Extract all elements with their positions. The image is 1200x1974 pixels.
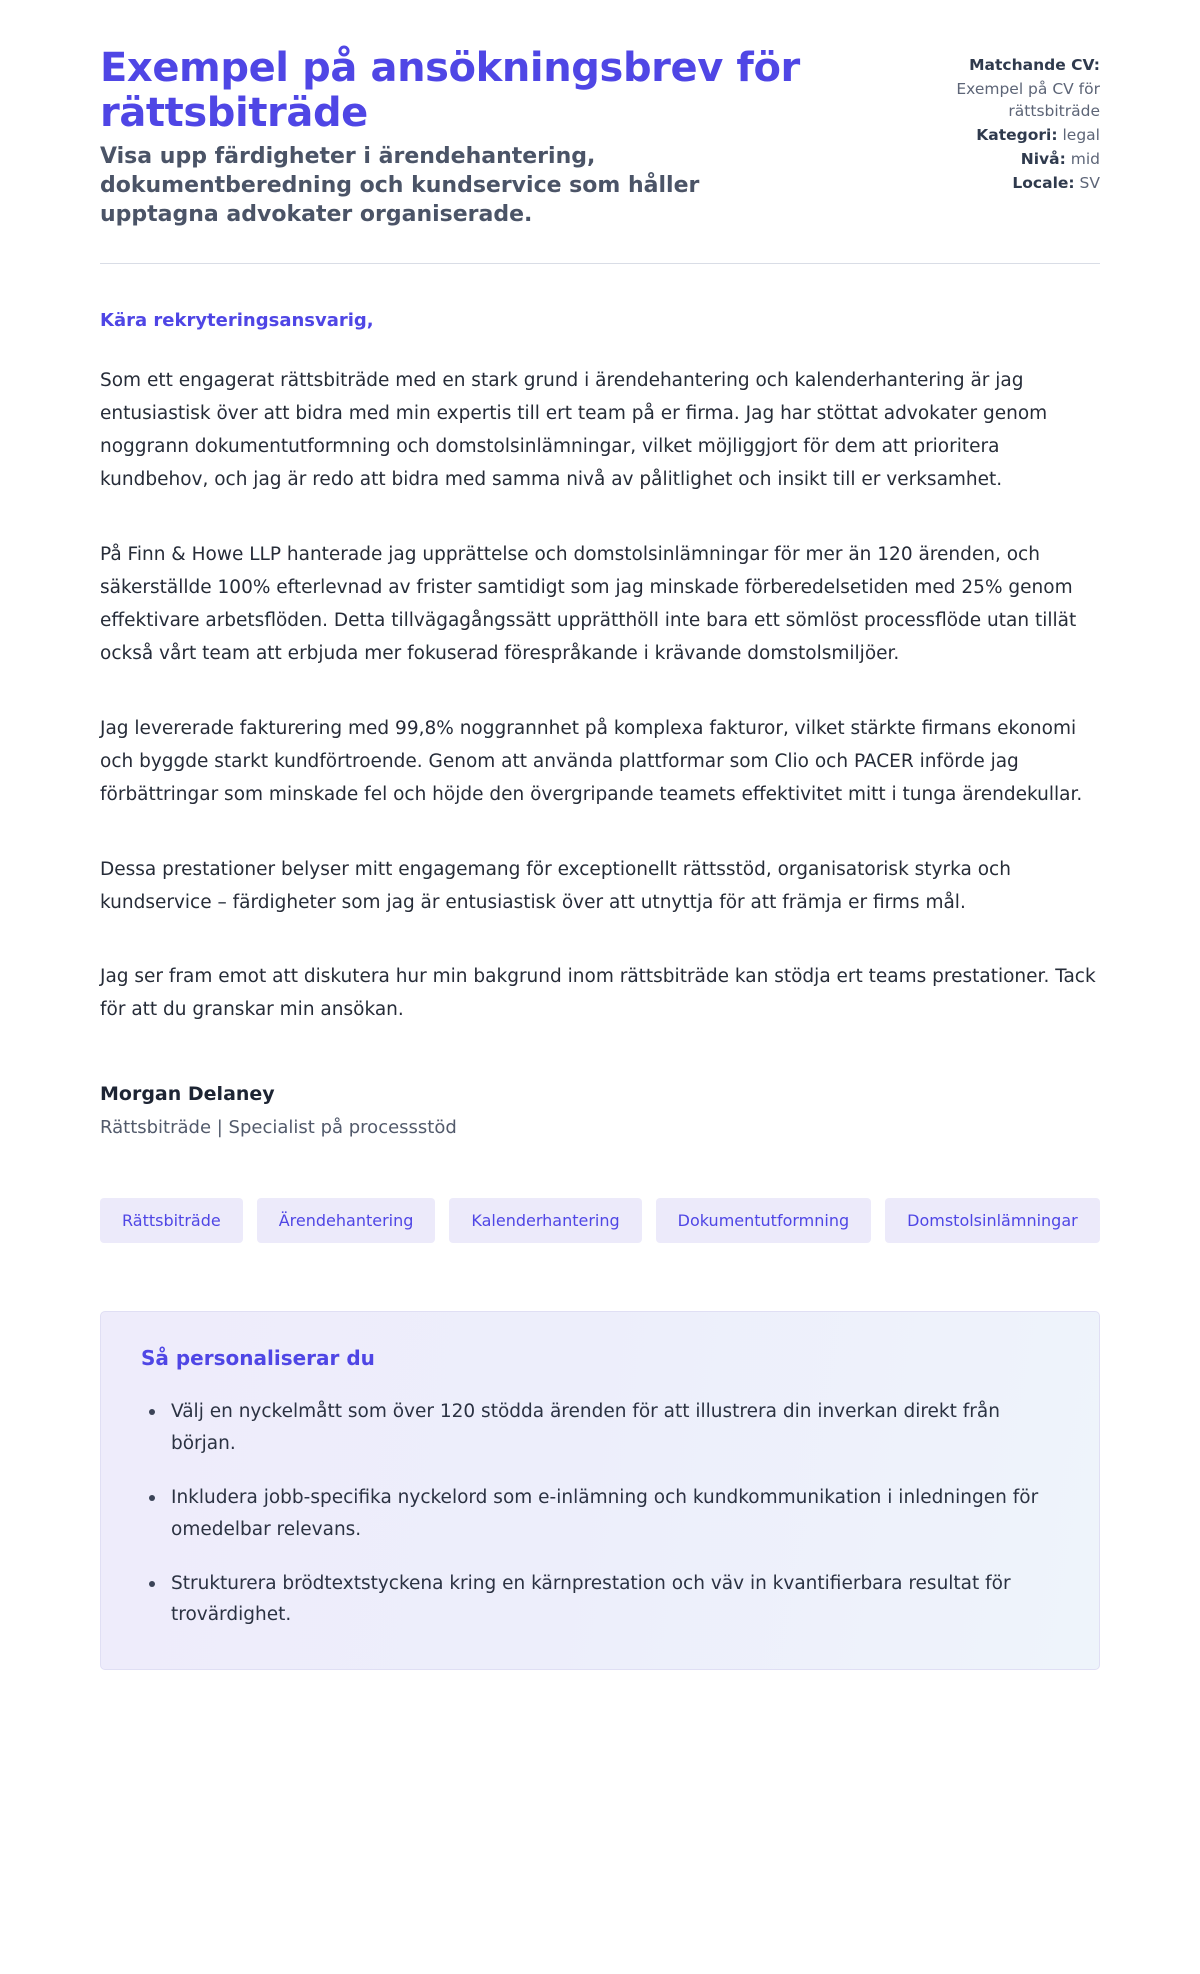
meta-category-value: legal xyxy=(1062,126,1100,144)
meta-level-label: Nivå: xyxy=(1020,150,1066,168)
header-text-block xyxy=(100,46,820,229)
tag-chip[interactable]: Dokumentutformning xyxy=(656,1198,871,1243)
meta-matching-cv xyxy=(890,54,1100,76)
meta-category xyxy=(890,124,1100,146)
tag-chip[interactable]: Kalenderhantering xyxy=(449,1198,641,1243)
letter-paragraph: På Finn & Howe LLP hanterade jag upprättelse och domstolsinlämningar för mer än 120 ärenden, och säkerställde 100% efterlevnad av frister samtidigt som jag minskade förberedelsetiden med 25% genom effektivare arbetsflöden. Detta tillvägagångssätt upprätthöll inte bara ett sömlöst processflöde utan tillät också vårt team att erbjuda mer fokuserad förespråkande i krävande domstolsmiljöer. xyxy=(100,544,1077,664)
letter-paragraph: Dessa prestationer belyser mitt engagemang för exceptionellt rättsstöd, organisatorisk styrka och kundservice – färdigheter som jag är entusiastisk över att utnyttja för att främja er firms mål. xyxy=(100,858,1011,913)
meta-level xyxy=(890,148,1100,170)
letter-paragraph: Jag levererade fakturering med 99,8% noggrannhet på komplexa fakturor, vilket stärkte firmans ekonomi och byggde starkt kundförtroende. Genom att använda plattformar som Clio och PACER införde jag förbättringar som minskade fel och höjde den övergripande teamets effektivitet mitt i tunga ärendekullar. xyxy=(100,717,1083,805)
page-header xyxy=(100,46,1100,263)
letter-greeting: Kära rekryteringsansvarig, xyxy=(100,310,374,332)
tag-chip[interactable]: Ärendehantering xyxy=(257,1198,436,1243)
page-title: Exempel på ansökningsbrev för rättsbiträde xyxy=(100,45,800,137)
letter-paragraph: Jag ser fram emot att diskutera hur min bakgrund inom rättsbiträde kan stödja ert teams prestationer. Tack för att du granskar min ansökan. xyxy=(100,966,1096,1021)
cover-letter-body xyxy=(100,310,1100,1138)
meta-matching-cv-value: Exempel på CV för rättsbiträde xyxy=(956,80,1100,120)
meta-locale-label: Locale: xyxy=(1012,174,1075,192)
tips-list-item: Strukturera brödtextstyckena kring en kärnprestation och väv in kvantifierbara resultat för trovärdighet. xyxy=(167,1568,1059,1632)
signature-block xyxy=(100,1083,1100,1138)
page-subtitle: Visa upp färdigheter i ärendehantering, dokumentberedning och kundservice som håller upptagna advokater organiserade. xyxy=(100,144,700,228)
tag-chip[interactable]: Domstolsinlämningar xyxy=(885,1198,1100,1243)
meta-matching-cv-label: Matchande CV: xyxy=(969,56,1100,74)
tips-list-item: Välj en nyckelmått som över 120 stödda ärenden för att illustrera din inverkan direkt från början. xyxy=(167,1396,1059,1460)
meta-category-label: Kategori: xyxy=(976,126,1058,144)
tips-list xyxy=(141,1396,1059,1631)
meta-locale-value: SV xyxy=(1079,174,1100,192)
signature-name: Morgan Delaney xyxy=(100,1083,275,1106)
header-divider xyxy=(100,263,1100,264)
signature-role: Rättsbiträde | Specialist på processstöd xyxy=(100,1117,457,1139)
tips-title: Så personaliserar du xyxy=(141,1346,375,1371)
letter-paragraph: Som ett engagerat rättsbiträde med en stark grund i ärendehantering och kalenderhantering är jag entusiastisk över att bidra med min expertis till ert team på er firma. Jag har stöttat advokater genom noggrann dokumentutformning och domstolsinlämningar, vilket möjliggjort för dem att prioritera kundbehov, och jag är redo att bidra med samma nivå av pålitlighet och insikt till er verksamhet. xyxy=(100,370,1048,491)
meta-level-value: mid xyxy=(1070,150,1100,168)
tips-list-item: Inkludera jobb-specifika nyckelord som e-inlämning och kundkommunikation i inledningen för omedelbar relevans. xyxy=(167,1482,1059,1546)
meta-locale xyxy=(890,172,1100,194)
meta-matching-cv-value-row xyxy=(890,78,1100,122)
tag-list xyxy=(100,1198,1100,1243)
tag-chip[interactable]: Rättsbiträde xyxy=(100,1198,243,1243)
document-meta xyxy=(890,46,1100,196)
personalization-tips-panel xyxy=(100,1311,1100,1670)
